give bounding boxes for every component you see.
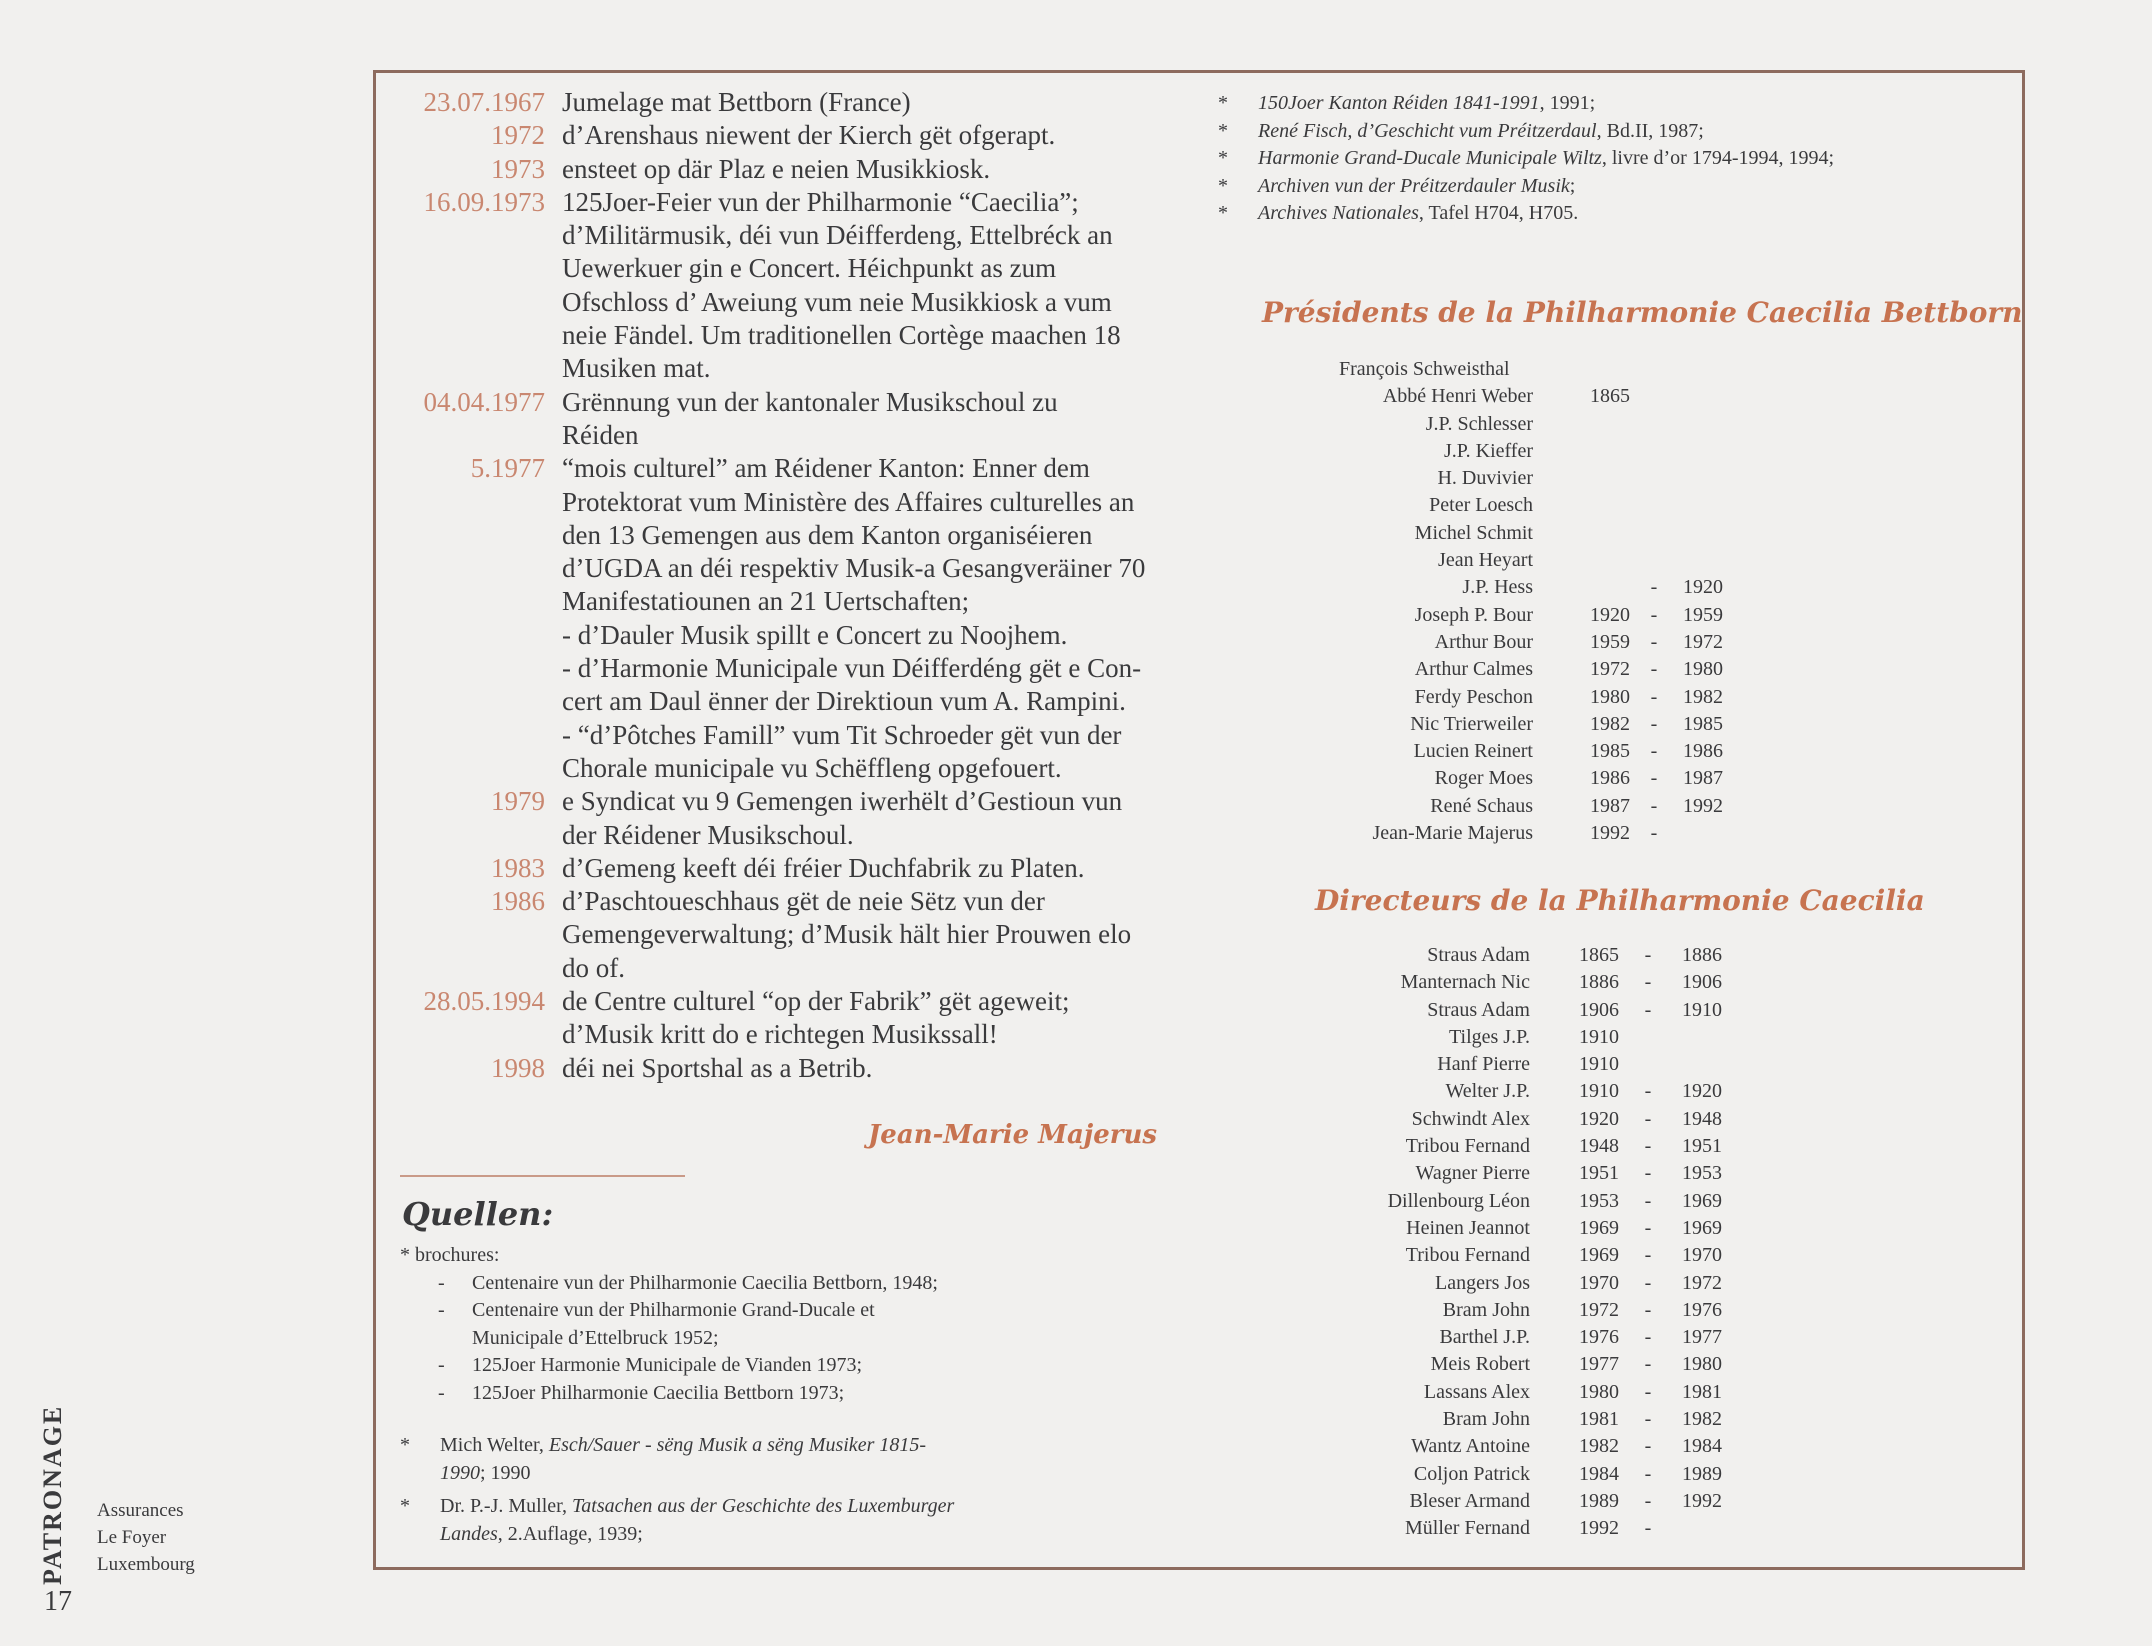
year-to: 1984 — [1682, 1435, 1722, 1458]
year-dash: - — [1650, 685, 1658, 708]
person-name: François Schweisthal — [1339, 358, 1510, 380]
literature-bullet: * — [400, 1495, 410, 1517]
year-to: 1886 — [1682, 944, 1722, 966]
chronology-entry — [390, 186, 1190, 386]
person-name: Langers Jos — [1435, 1271, 1530, 1294]
brochure-text — [472, 1270, 938, 1298]
sources-title: Quellen: — [402, 1195, 554, 1233]
year-to: 1985 — [1683, 712, 1723, 735]
chronology-line: d’Arenshaus niewent der Kierch gët ofgerapt. — [562, 120, 1056, 151]
person-name: Tilges J.P. — [1449, 1025, 1530, 1048]
person-name: René Schaus — [1430, 794, 1533, 817]
chronology-line: déi nei Sportshal as a Betrib. — [562, 1052, 873, 1083]
chronology-line: den 13 Gemengen aus dem Kanton organiséieren — [562, 519, 1093, 550]
brochure-line: Centenaire vun der Philharmonie Caecilia Bettborn, 1948; — [472, 1271, 938, 1294]
year-to: 1959 — [1683, 603, 1723, 626]
year-from: 1972 — [1590, 658, 1630, 681]
year-to: 1992 — [1682, 1489, 1722, 1512]
chronology-line: Musiken mat. — [562, 353, 711, 384]
chronology-date: 23.07.1967 — [423, 87, 545, 117]
chronology-line: d’Paschtoueschhaus gët de neie Sëtz vun der — [562, 886, 1045, 917]
year-to: 1976 — [1682, 1298, 1722, 1321]
source-title: Harmonie Grand-Ducale Municipale Wiltz — [1258, 147, 1602, 169]
source-item — [1218, 118, 1834, 146]
year-dash: - — [1644, 1489, 1652, 1512]
person-name: Wantz Antoine — [1411, 1435, 1530, 1458]
chronology-line: Chorale municipale vu Schëffleng opgefouert. — [562, 752, 1062, 783]
chronology-text — [562, 153, 1182, 186]
year-to: 1981 — [1682, 1380, 1722, 1403]
literature-list — [400, 1432, 954, 1554]
chronology-line: ensteet op där Plaz e neien Musikkiosk. — [562, 153, 991, 184]
person-name: Tribou Fernand — [1405, 1244, 1530, 1267]
source-title: Archiven vun der Préitzerdauler Musik — [1258, 174, 1570, 197]
year-to: 1920 — [1683, 576, 1723, 599]
chronology-entry — [390, 885, 1190, 985]
chronology-date: 1983 — [491, 852, 545, 883]
year-from: 1980 — [1590, 685, 1630, 708]
chronology-text — [562, 386, 1182, 453]
year-dash: - — [1650, 658, 1658, 681]
year-from: 1984 — [1579, 1462, 1619, 1485]
chronology-line: cert am Daul ënner der Direktioun vum A. Rampini. — [562, 686, 1126, 717]
chronology-line: d’Musik kritt do e richtegen Musikssall! — [562, 1019, 998, 1050]
year-to: 1982 — [1683, 685, 1723, 708]
year-from: 1910 — [1579, 1053, 1619, 1076]
person-name: Tribou Fernand — [1405, 1135, 1530, 1158]
brochure-line: Municipale d’Ettelbruck 1952; — [472, 1326, 719, 1349]
chronology-date: 5.1977 — [470, 453, 545, 484]
year-dash: - — [1644, 998, 1652, 1021]
source-text — [1258, 90, 1595, 118]
year-dash: - — [1644, 1244, 1652, 1267]
year-to: 1920 — [1682, 1080, 1722, 1103]
sponsor-block — [97, 1497, 195, 1578]
source-bullet: * — [1218, 92, 1228, 114]
chronology-text — [562, 1052, 1182, 1085]
sources-divider — [400, 1175, 685, 1177]
source-item — [1218, 90, 1834, 118]
literature-title: Tatsachen aus der Geschichte des Luxemburger — [571, 1495, 955, 1517]
chronology-entry — [390, 86, 1190, 119]
person-name: Peter Loesch — [1429, 494, 1533, 517]
brochure-dash: - — [438, 1271, 445, 1294]
chronology-line: Gemengeverwaltung; d’Musik hält hier Prouwen elo — [562, 919, 1132, 950]
person-name: Ferdy Peschon — [1414, 685, 1533, 708]
source-details: , Bd.II, 1987; — [1596, 119, 1704, 142]
year-dash: - — [1650, 822, 1658, 845]
chronology-line: d’UGDA an déi respektiv Musik-a Gesangveräiner 70 — [562, 553, 1146, 584]
brochure-item — [438, 1352, 938, 1380]
chronology-line: e Syndicat vu 9 Gemengen iwerhëlt d’Gestioun vun — [562, 786, 1123, 817]
year-dash: - — [1650, 740, 1658, 763]
chronology-text — [562, 785, 1182, 852]
sponsor-line: Assurances — [97, 1500, 184, 1521]
person-name: Lassans Alex — [1423, 1380, 1530, 1403]
year-dash: - — [1644, 1462, 1652, 1485]
author-signature: Jean-Marie Majerus — [868, 1120, 1157, 1150]
year-dash: - — [1644, 1189, 1652, 1212]
year-to: 1982 — [1682, 1408, 1722, 1431]
year-dash: - — [1644, 1271, 1652, 1294]
year-from: 1906 — [1579, 998, 1619, 1021]
year-from: 1992 — [1579, 1517, 1619, 1540]
literature-line — [440, 1460, 926, 1488]
person-name: Straus Adam — [1427, 998, 1530, 1021]
person-name: Schwindt Alex — [1411, 1107, 1530, 1130]
chronology-entry — [390, 153, 1190, 186]
chronology-entry — [390, 1052, 1190, 1085]
person-name: J.P. Schlesser — [1425, 412, 1533, 435]
year-from: 1969 — [1579, 1216, 1619, 1239]
source-bullet: * — [1218, 147, 1228, 169]
chronology-date: 1972 — [491, 120, 545, 151]
chronology-line: neie Fändel. Um traditionellen Cortège maachen 18 — [562, 320, 1121, 351]
source-title: Archives Nationales — [1258, 202, 1419, 224]
year-from: 1970 — [1579, 1271, 1619, 1294]
year-to: 1910 — [1682, 998, 1722, 1021]
source-details: , livre d’or 1794-1994, 1994; — [1601, 147, 1835, 169]
literature-item — [400, 1493, 954, 1548]
chronology-line: de Centre culturel “op der Fabrik” gët ageweit; — [562, 986, 1070, 1017]
chronology-line: - d’Harmonie Municipale vun Déifferdéng gët e Con- — [562, 653, 1142, 684]
brochure-dash: - — [438, 1299, 445, 1321]
sources-list-right — [1218, 90, 1834, 228]
year-dash: - — [1644, 1408, 1652, 1431]
source-details: , Tafel H704, H705. — [1418, 202, 1579, 224]
year-from: 1865 — [1579, 944, 1619, 966]
chronology-text — [562, 452, 1182, 785]
year-dash: - — [1644, 1517, 1652, 1540]
literature-line — [440, 1432, 926, 1460]
source-bullet: * — [1218, 174, 1228, 197]
year-from: 1989 — [1579, 1489, 1619, 1512]
year-to: 1972 — [1683, 630, 1723, 653]
chronology — [390, 86, 1190, 1085]
year-to: 1987 — [1683, 767, 1723, 790]
chronology-line: - d’Dauler Musik spillt e Concert zu Noojhem. — [562, 619, 1068, 650]
year-from: 1985 — [1590, 740, 1630, 763]
source-text — [1258, 145, 1834, 173]
person-name: Straus Adam — [1427, 944, 1530, 966]
person-name: Nic Trierweiler — [1410, 712, 1533, 735]
brochure-dash: - — [438, 1354, 445, 1376]
source-details: , 1991; — [1539, 92, 1596, 114]
literature-text — [440, 1493, 954, 1548]
person-name: J.P. Hess — [1462, 576, 1533, 599]
literature-line — [440, 1521, 954, 1549]
person-name: Coljon Patrick — [1413, 1462, 1530, 1485]
person-name: Abbé Henri Weber — [1382, 385, 1533, 408]
year-dash: - — [1644, 971, 1652, 994]
chronology-entry — [390, 119, 1190, 152]
person-name: Manternach Nic — [1400, 971, 1530, 994]
year-to: 1969 — [1682, 1189, 1722, 1212]
person-name: Welter J.P. — [1445, 1080, 1530, 1103]
source-bullet: * — [1218, 202, 1228, 224]
year-from: 1982 — [1579, 1435, 1619, 1458]
person-name: Jean-Marie Majerus — [1372, 822, 1533, 845]
chronology-date: 1979 — [491, 786, 545, 817]
year-from: 1972 — [1579, 1298, 1619, 1321]
year-from: 1910 — [1579, 1080, 1619, 1103]
year-from: 1959 — [1590, 630, 1630, 653]
year-dash: - — [1650, 767, 1658, 790]
chronology-text — [562, 852, 1182, 885]
brochures-label: * brochures: — [400, 1244, 500, 1266]
literature-title-cont: Landes — [440, 1522, 498, 1545]
year-dash: - — [1644, 1298, 1652, 1321]
year-from: 1910 — [1579, 1025, 1619, 1048]
literature-details: , 2.Auflage, 1939; — [497, 1522, 643, 1545]
chronology-line: - “d’Pôtches Famill” vum Tit Schroeder gët vun der — [562, 719, 1122, 750]
year-from: 1948 — [1579, 1135, 1619, 1158]
chronology-date: 1973 — [491, 153, 545, 184]
year-dash: - — [1650, 712, 1658, 735]
year-from: 1981 — [1579, 1408, 1619, 1431]
literature-line — [440, 1493, 954, 1521]
year-from: 1953 — [1579, 1189, 1619, 1212]
source-item — [1218, 200, 1834, 228]
chronology-date: 16.09.1973 — [423, 186, 545, 217]
brochure-item — [438, 1297, 938, 1352]
year-dash: - — [1644, 1135, 1652, 1158]
person-name: Joseph P. Bour — [1414, 603, 1533, 626]
brochures-list — [400, 1242, 938, 1407]
year-from: 1920 — [1590, 603, 1630, 626]
person-name: Barthel J.P. — [1439, 1326, 1530, 1349]
patronage-label: PATRONAGE — [38, 1404, 67, 1585]
chronology-line: Protektorat vum Ministère des Affaires culturelles an — [562, 486, 1135, 517]
chronology-text — [562, 186, 1182, 386]
source-text — [1258, 118, 1704, 146]
person-name: Dillenbourg Léon — [1387, 1189, 1530, 1212]
chronology-line: d’Gemeng keeft déi fréier Duchfabrik zu Platen. — [562, 852, 1085, 883]
person-name: Michel Schmit — [1414, 521, 1533, 544]
brochure-line: 125Joer Philharmonie Caecilia Bettborn 1973; — [472, 1381, 845, 1404]
chronology-line: do of. — [562, 952, 625, 983]
source-details: ; — [1569, 174, 1576, 197]
year-to: 1948 — [1682, 1107, 1722, 1130]
chronology-text — [562, 86, 1182, 119]
person-name: Müller Fernand — [1405, 1517, 1530, 1540]
chronology-date: 1986 — [491, 886, 545, 917]
literature-details: ; 1990 — [480, 1461, 531, 1484]
year-to: 1977 — [1682, 1326, 1722, 1349]
year-to: 1972 — [1682, 1271, 1722, 1294]
year-to: 1970 — [1682, 1244, 1722, 1267]
year-from: 1976 — [1579, 1326, 1619, 1349]
source-title: 150Joer Kanton Réiden 1841-1991 — [1258, 92, 1540, 114]
chronology-line: Réiden — [562, 419, 639, 450]
chronology-line: 125Joer-Feier vun der Philharmonie “Caecilia”; — [562, 186, 1079, 217]
brochure-item — [438, 1270, 938, 1298]
sponsor-line: Luxembourg — [97, 1554, 195, 1575]
person-name: Bram John — [1442, 1408, 1530, 1431]
year-from: 1977 — [1579, 1353, 1619, 1376]
year-from: 1987 — [1590, 794, 1630, 817]
source-text — [1258, 173, 1575, 201]
person-name: Bleser Armand — [1409, 1489, 1530, 1512]
year-dash: - — [1644, 1435, 1652, 1458]
person-name: Arthur Bour — [1434, 630, 1533, 653]
literature-bullet: * — [400, 1434, 410, 1456]
year-dash: - — [1650, 603, 1658, 626]
brochure-text — [472, 1352, 862, 1380]
brochure-item — [438, 1380, 938, 1408]
literature-author: Dr. P.-J. Muller, — [440, 1495, 572, 1517]
chronology-date: 28.05.1994 — [423, 986, 545, 1017]
literature-item — [400, 1432, 954, 1487]
year-dash: - — [1644, 1326, 1652, 1349]
year-to: 1953 — [1682, 1162, 1722, 1185]
year-from: 1992 — [1590, 822, 1630, 845]
chronology-entry — [390, 852, 1190, 885]
chronology-text — [562, 119, 1182, 152]
year-from: 1969 — [1579, 1244, 1619, 1267]
year-dash: - — [1644, 1380, 1652, 1403]
chronology-line: d’Militärmusik, déi vun Déifferdeng, Ettelbréck an — [562, 220, 1113, 251]
year-from: 1980 — [1579, 1380, 1619, 1403]
person-name: Meis Robert — [1430, 1353, 1530, 1376]
literature-text — [440, 1432, 926, 1487]
person-name: Roger Moes — [1434, 767, 1533, 790]
directors-heading: Directeurs de la Philharmonie Caecilia — [1315, 884, 1925, 917]
chronology-entry — [390, 386, 1190, 453]
year-dash: - — [1644, 1353, 1652, 1376]
chronology-text — [562, 985, 1182, 1052]
chronology-entry — [390, 985, 1190, 1052]
year-to: 1980 — [1682, 1353, 1722, 1376]
person-name: Heinen Jeannot — [1406, 1216, 1530, 1239]
person-name: Jean Heyart — [1438, 549, 1533, 572]
year-from: 1886 — [1579, 971, 1619, 994]
year-from: 1986 — [1590, 767, 1630, 790]
year-dash: - — [1644, 1216, 1652, 1239]
year-from: 1982 — [1590, 712, 1630, 735]
source-title: René Fisch, d’Geschicht vum Préitzerdaul — [1258, 119, 1597, 142]
year-to: 1986 — [1683, 740, 1723, 763]
chronology-text — [562, 885, 1182, 985]
person-name: J.P. Kieffer — [1443, 439, 1533, 462]
source-text — [1258, 200, 1578, 228]
year-to: 1992 — [1683, 794, 1723, 817]
year-to: 1989 — [1682, 1462, 1722, 1485]
year-dash: - — [1644, 1162, 1652, 1185]
person-name: Arthur Calmes — [1414, 658, 1533, 681]
chronology-line: Jumelage mat Bettborn (France) — [562, 87, 911, 117]
person-name: H. Duvivier — [1437, 467, 1533, 490]
source-item — [1218, 145, 1834, 173]
person-name: Bram John — [1442, 1298, 1530, 1321]
sponsor-line: Le Foyer — [97, 1527, 167, 1548]
brochure-text — [472, 1297, 875, 1352]
year-from: 1865 — [1590, 385, 1630, 408]
year-to: 1906 — [1682, 971, 1722, 994]
page-number: 17 — [44, 1586, 72, 1617]
brochure-text — [472, 1380, 844, 1408]
chronology-date: 1998 — [491, 1052, 545, 1083]
year-to: 1951 — [1682, 1135, 1722, 1158]
literature-title-cont: 1990 — [440, 1461, 480, 1484]
person-name: Hanf Pierre — [1437, 1053, 1530, 1076]
chronology-line: der Réidener Musikschoul. — [562, 819, 854, 850]
year-dash: - — [1644, 944, 1652, 966]
year-from: 1920 — [1579, 1107, 1619, 1130]
chronology-line: Grënnung vun der kantonaler Musikschoul zu — [562, 386, 1058, 417]
literature-title: Esch/Sauer - sëng Musik a sëng Musiker 1815- — [548, 1434, 927, 1456]
chronology-line: Ofschloss d’ Aweiung vum neie Musikkiosk a vum — [562, 286, 1112, 317]
chronology-line: Manifestatiounen an 21 Uertschaften; — [562, 586, 970, 617]
year-dash: - — [1650, 794, 1658, 817]
year-dash: - — [1644, 1080, 1652, 1103]
literature-author: Mich Welter, — [440, 1434, 549, 1456]
source-item — [1218, 173, 1834, 201]
source-bullet: * — [1218, 119, 1228, 142]
chronology-line: Uewerkuer gin e Concert. Héichpunkt as zum — [562, 253, 1057, 284]
person-name: Lucien Reinert — [1413, 740, 1533, 763]
year-dash: - — [1644, 1107, 1652, 1130]
presidents-heading: Présidents de la Philharmonie Caecilia Bettborn — [1262, 296, 2023, 329]
chronology-entry — [390, 452, 1190, 785]
brochure-line: Centenaire vun der Philharmonie Grand-Ducale et — [472, 1299, 875, 1321]
brochure-line: 125Joer Harmonie Municipale de Vianden 1973; — [472, 1354, 862, 1376]
year-dash: - — [1650, 576, 1658, 599]
year-to: 1969 — [1682, 1216, 1722, 1239]
chronology-entry — [390, 785, 1190, 852]
chronology-date: 04.04.1977 — [423, 386, 545, 417]
brochure-dash: - — [438, 1381, 445, 1404]
year-dash: - — [1650, 630, 1658, 653]
year-from: 1951 — [1579, 1162, 1619, 1185]
year-to: 1980 — [1683, 658, 1723, 681]
chronology-line: “mois culturel” am Réidener Kanton: Enner dem — [562, 453, 1090, 484]
person-name: Wagner Pierre — [1415, 1162, 1530, 1185]
